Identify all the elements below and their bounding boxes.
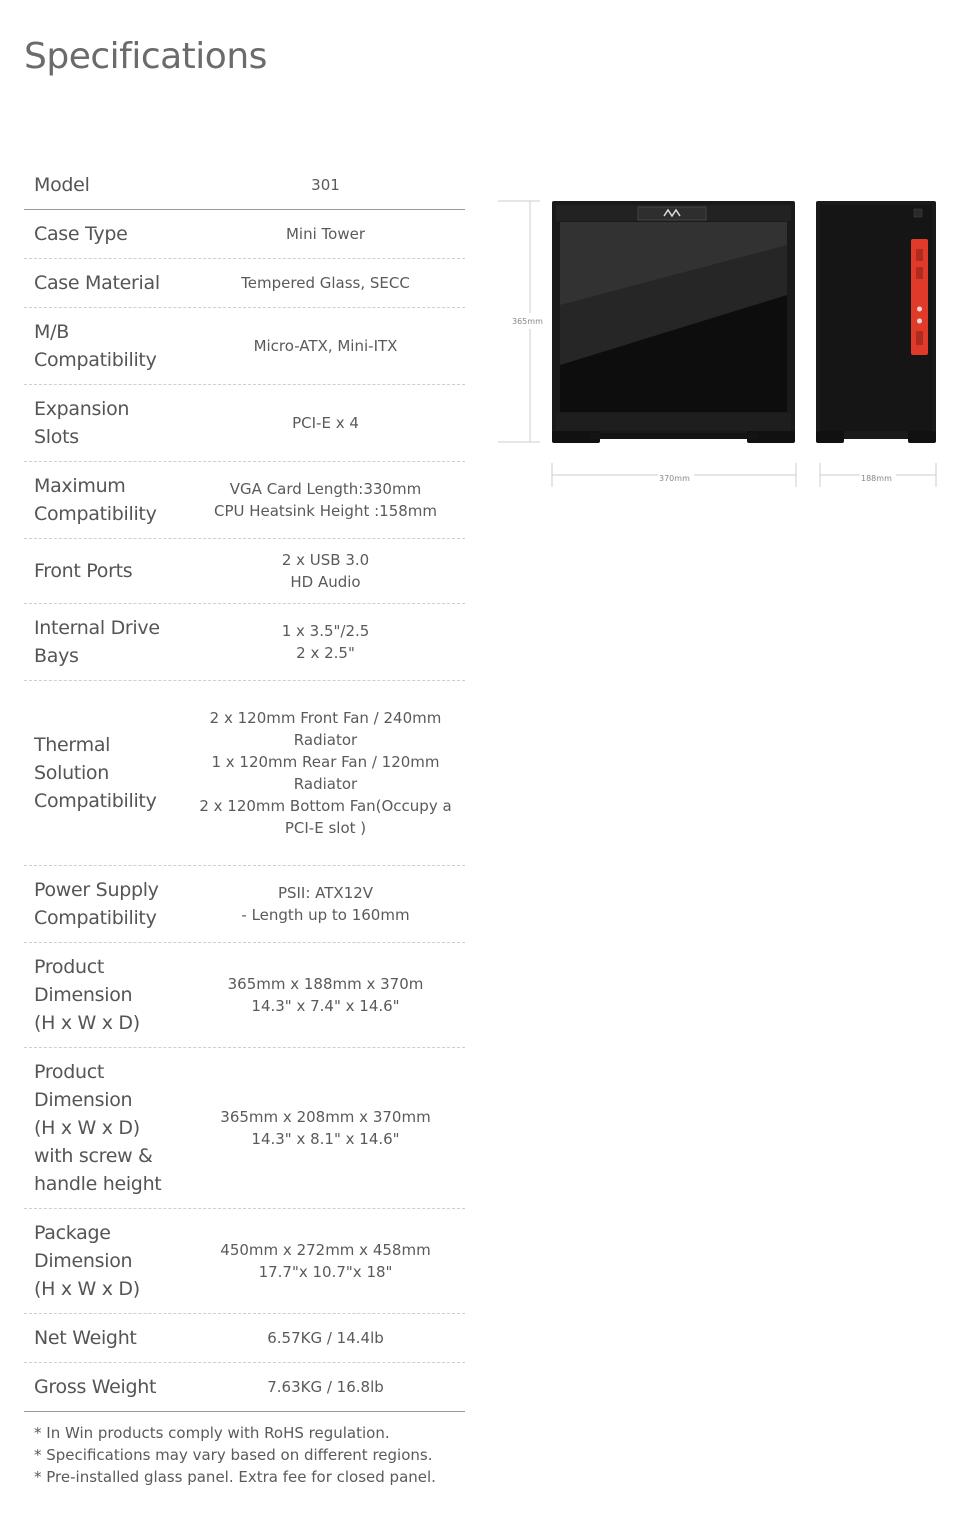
footnote: * Pre-installed glass panel. Extra fee for closed panel. (34, 1468, 436, 1486)
spec-row-internal-drive-bays (24, 604, 465, 681)
spec-label: Product Dimension (H x W x D) (34, 956, 140, 1034)
case-side-view (816, 201, 936, 443)
spec-label: Power Supply Compatibility (34, 879, 159, 929)
height-dimension-label: 365mm (512, 317, 543, 326)
spec-value: 7.63KG / 16.8lb (267, 1378, 384, 1396)
spec-value: Mini Tower (285, 225, 365, 243)
footnote: * Specifications may vary based on different regions. (34, 1446, 433, 1464)
height-dimension-line (498, 201, 543, 442)
spec-row-power-supply (24, 866, 465, 943)
spec-label: Model (34, 174, 90, 196)
spec-row-case-material (24, 259, 465, 308)
spec-row-net-weight (24, 1314, 465, 1363)
width-dimension-label: 188mm (861, 474, 892, 483)
spec-label: Front Ports (34, 560, 133, 582)
case-front-view (552, 201, 795, 443)
spec-label: Package Dimension (H x W x D) (34, 1222, 140, 1300)
depth-dimension-line (552, 463, 796, 487)
spec-label: Gross Weight (34, 1376, 157, 1398)
spec-row-front-ports (24, 539, 465, 604)
width-dimension-line (820, 463, 936, 487)
page-title: Specifications (24, 36, 267, 77)
spec-table (24, 161, 465, 1412)
spec-value: 2 x USB 3.0 HD Audio (281, 551, 370, 591)
spec-value: 6.57KG / 14.4lb (267, 1329, 384, 1347)
spec-row-mb-compatibility (24, 308, 465, 385)
spec-label: Internal Drive Bays (34, 617, 160, 667)
spec-row-gross-weight (24, 1363, 465, 1412)
spec-value: PSII: ATX12V - Length up to 160mm (241, 884, 410, 924)
spec-value: 301 (311, 176, 340, 194)
footnotes (34, 1422, 436, 1488)
footnote: * In Win products comply with RoHS regulation. (34, 1424, 390, 1442)
spec-label: M/B Compatibility (34, 321, 157, 371)
spec-value: 1 x 3.5"/2.5 2 x 2.5" (281, 622, 370, 662)
spec-row-product-dimension-with-screw (24, 1048, 465, 1209)
spec-label: Case Type (34, 223, 128, 245)
spec-label: Case Material (34, 272, 160, 294)
case-dimension-diagram (490, 195, 940, 495)
spec-label: Net Weight (34, 1327, 137, 1349)
spec-label: Thermal Solution Compatibility (34, 734, 157, 812)
spec-row-model (24, 161, 465, 210)
spec-row-maximum-compatibility (24, 462, 465, 539)
spec-value: 2 x 120mm Front Fan / 240mm Radiator 1 x 120mm Rear Fan / 120mm Radiator 2 x 120mm Bottom Fan(Occupy a PCI-E slot ) (199, 709, 452, 837)
spec-label: Product Dimension (H x W x D) with screw & handle height (34, 1061, 162, 1195)
spec-value: VGA Card Length:330mm CPU Heatsink Height :158mm (213, 480, 438, 520)
depth-dimension-label: 370mm (659, 474, 690, 483)
spec-value: 365mm x 208mm x 370mm 14.3" x 8.1" x 14.6" (220, 1108, 431, 1148)
spec-label: Expansion Slots (34, 398, 130, 448)
spec-row-package-dimension (24, 1209, 465, 1314)
spec-label: Maximum Compatibility (34, 475, 157, 525)
spec-row-thermal-solution (24, 681, 465, 866)
spec-row-expansion-slots (24, 385, 465, 462)
spec-value: Micro-ATX, Mini-ITX (253, 337, 398, 355)
spec-value: Tempered Glass, SECC (241, 274, 410, 292)
spec-row-case-type (24, 210, 465, 259)
spec-row-product-dimension (24, 943, 465, 1048)
spec-value: 450mm x 272mm x 458mm 17.7"x 10.7"x 18" (220, 1241, 431, 1281)
spec-value: PCI-E x 4 (292, 414, 359, 432)
spec-value: 365mm x 188mm x 370m 14.3" x 7.4" x 14.6" (227, 975, 424, 1015)
